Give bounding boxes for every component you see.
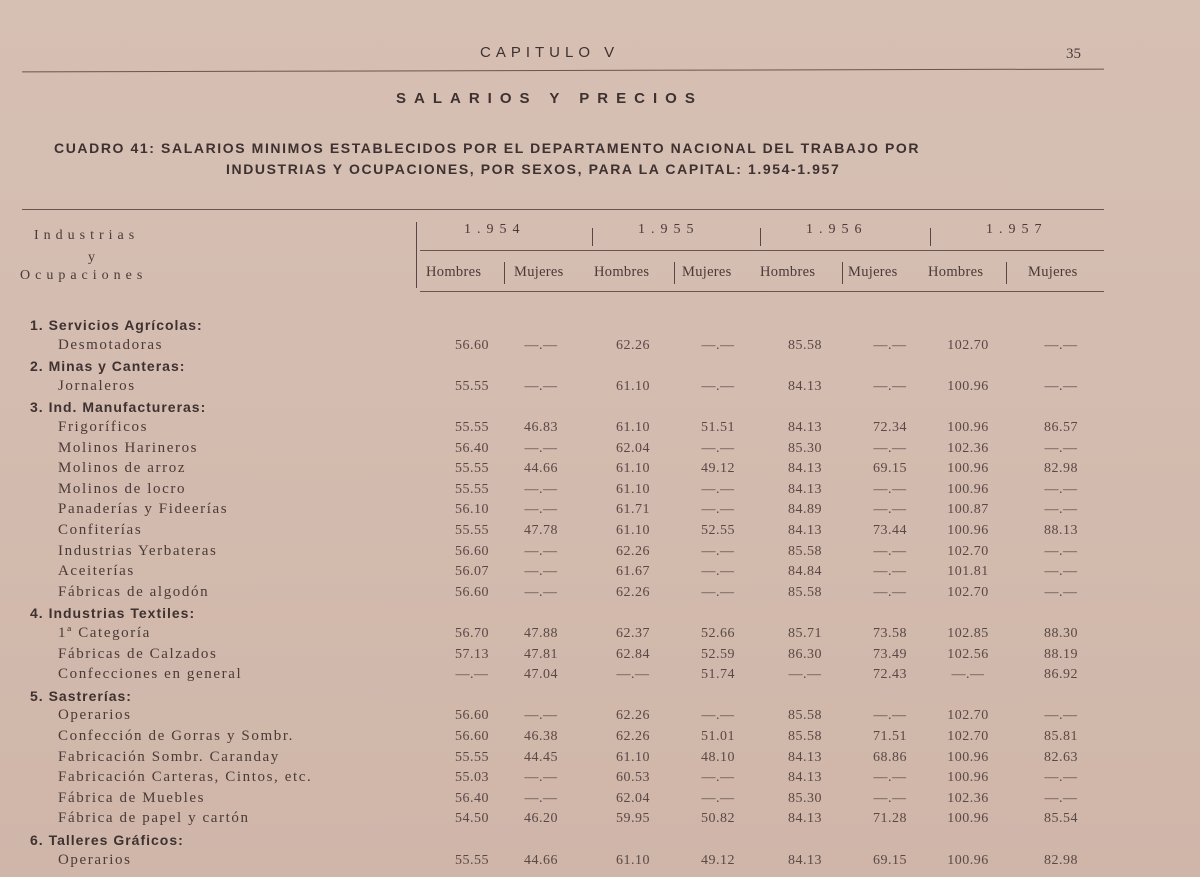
table-cell: —.— xyxy=(1044,440,1078,456)
table-cell: —.— xyxy=(701,502,735,518)
table-cell: —.— xyxy=(701,770,735,786)
year-header-1955: 1.955 xyxy=(638,222,700,237)
table-cell: 85.81 xyxy=(1044,729,1078,744)
mujeres-header: Mujeres xyxy=(848,264,898,280)
table-cell: 55.03 xyxy=(455,770,489,786)
table-cell: 57.13 xyxy=(455,646,489,662)
stub-header-y: y xyxy=(88,250,95,265)
header-rule xyxy=(22,69,1104,73)
table-cell: 102.36 xyxy=(947,440,989,456)
table-cell: 85.54 xyxy=(1044,811,1078,827)
table-cell: 86.57 xyxy=(1044,420,1078,435)
table-cell: —.— xyxy=(873,502,907,518)
table-cell: 56.60 xyxy=(455,584,489,600)
table-cell: —.— xyxy=(616,667,650,683)
table-cell: 73.49 xyxy=(873,646,907,662)
table-cell: —.— xyxy=(524,708,558,724)
table-cell: 100.96 xyxy=(947,378,989,394)
table-cell: —.— xyxy=(873,564,907,580)
table-cell: 102.36 xyxy=(947,790,989,806)
table-cell: —.— xyxy=(1044,564,1078,580)
table-cell: —.— xyxy=(524,440,558,456)
table-cell: —.— xyxy=(1044,543,1078,559)
occupation-label: Industrias Yerbateras xyxy=(58,542,218,559)
sex-divider xyxy=(1006,262,1007,284)
table-cell: 88.19 xyxy=(1044,646,1078,662)
table-cell: —.— xyxy=(524,790,558,806)
table-cell: 85.30 xyxy=(788,440,822,456)
year-header-1957: 1.957 xyxy=(986,222,1048,237)
table-cell: —.— xyxy=(1044,378,1078,394)
table-cell: 102.70 xyxy=(947,584,989,600)
group-label: 5. Sastrerías: xyxy=(30,687,132,704)
table-cell: 56.60 xyxy=(455,708,489,724)
table-cell: 100.96 xyxy=(947,420,989,435)
table-cell: 84.84 xyxy=(788,564,822,580)
table-cell: 82.98 xyxy=(1044,461,1078,477)
table-cell: 72.43 xyxy=(873,667,907,683)
group-label: 2. Minas y Canteras: xyxy=(30,358,186,375)
table-cell: 68.86 xyxy=(873,749,907,765)
table-cell: —.— xyxy=(701,543,735,559)
table-cell: 60.53 xyxy=(616,770,650,786)
table-cell: 55.55 xyxy=(455,523,489,538)
table-cell: 54.50 xyxy=(455,811,489,827)
table-cell: 61.10 xyxy=(616,378,650,394)
table-cell: 61.71 xyxy=(616,502,650,518)
mujeres-header: Mujeres xyxy=(682,264,732,280)
table-cell: 85.58 xyxy=(788,729,822,744)
table-cell: —.— xyxy=(873,378,907,394)
year-divider xyxy=(930,228,931,246)
table-cell: —.— xyxy=(701,564,735,580)
table-cell: —.— xyxy=(455,667,489,683)
table-cell: —.— xyxy=(701,584,735,600)
table-cell: 50.82 xyxy=(701,811,735,827)
occupation-label: Confecciones en general xyxy=(58,666,243,683)
table-cell: 61.67 xyxy=(616,564,650,580)
year-rule xyxy=(420,250,1104,251)
group-label: 6. Talleres Gráficos: xyxy=(30,832,184,848)
table-cell: 102.70 xyxy=(947,708,989,724)
year-header-1954: 1.954 xyxy=(464,222,526,237)
table-cell: —.— xyxy=(873,337,907,353)
table-cell: 85.58 xyxy=(788,584,822,600)
occupation-label: Frigoríficos xyxy=(58,419,149,435)
occupation-label: 1ª Categoría xyxy=(58,625,151,641)
table-cell: 73.58 xyxy=(873,626,907,641)
table-cell: —.— xyxy=(1044,790,1078,806)
occupation-label: Desmotadoras xyxy=(58,336,164,353)
table-cell: —.— xyxy=(873,440,907,456)
table-cell: 55.55 xyxy=(455,461,489,477)
table-cell: 84.13 xyxy=(788,523,822,538)
occupation-label: Fábricas de Calzados xyxy=(58,645,218,662)
stub-header-industrias: Industrias xyxy=(34,228,140,243)
table-cell: 82.63 xyxy=(1044,749,1078,765)
table-cell: 51.51 xyxy=(701,420,735,435)
sex-divider xyxy=(504,262,505,284)
table-cell: 51.01 xyxy=(701,729,735,744)
table-cell: 102.70 xyxy=(947,729,989,744)
table-cell: 47.81 xyxy=(524,646,558,662)
group-label: 3. Ind. Manufactureras: xyxy=(30,399,207,416)
table-cell: 100.87 xyxy=(947,502,989,518)
table-cell: 62.04 xyxy=(616,790,650,806)
year-divider xyxy=(592,228,593,246)
hombres-header: Hombres xyxy=(594,264,650,280)
table-cell: —.— xyxy=(1044,502,1078,518)
table-cell: 52.55 xyxy=(701,523,735,538)
year-divider xyxy=(760,228,761,246)
table-cell: 62.26 xyxy=(616,584,650,600)
table-cell: —.— xyxy=(524,481,558,497)
table-cell: 56.60 xyxy=(455,543,489,559)
table-cell: 56.40 xyxy=(455,790,489,806)
table-cell: 46.38 xyxy=(524,729,558,744)
mujeres-header: Mujeres xyxy=(514,264,564,280)
table-cell: 85.58 xyxy=(788,543,822,559)
table-cell: —.— xyxy=(524,584,558,600)
table-cell: 51.74 xyxy=(701,667,735,683)
sex-divider xyxy=(842,262,843,284)
hombres-header: Hombres xyxy=(426,264,482,280)
table-cell: —.— xyxy=(1044,770,1078,786)
table-cell: 62.26 xyxy=(616,708,650,724)
table-cell: —.— xyxy=(873,790,907,806)
mujeres-header: Mujeres xyxy=(1028,264,1078,280)
table-cell: 84.13 xyxy=(788,481,822,497)
occupation-label: Fábricas de algodón xyxy=(58,583,210,600)
stub-header-ocupaciones: Ocupaciones xyxy=(20,268,148,283)
table-cell: 56.10 xyxy=(455,502,489,518)
table-cell: 84.89 xyxy=(788,502,822,518)
table-cell: 84.13 xyxy=(788,461,822,477)
table-cell: —.— xyxy=(1044,481,1078,497)
occupation-label: Fábrica de Muebles xyxy=(58,789,206,806)
table-cell: —.— xyxy=(1044,584,1078,600)
table-cell: 100.96 xyxy=(947,461,989,477)
table-cell: 86.92 xyxy=(1044,667,1078,683)
table-cell: 55.55 xyxy=(455,481,489,497)
table-cell: 48.10 xyxy=(701,749,735,765)
group-label: 4. Industrias Textiles: xyxy=(30,605,196,622)
table-cell: —.— xyxy=(524,337,558,353)
occupation-label: Fabricación Sombr. Caranday xyxy=(58,748,280,765)
table-cell: —.— xyxy=(524,770,558,786)
table-cell: 61.10 xyxy=(616,523,650,538)
table-cell: —.— xyxy=(524,502,558,518)
table-cell: 73.44 xyxy=(873,523,907,538)
sex-divider xyxy=(674,262,675,284)
table-cell: 55.55 xyxy=(455,420,489,435)
table-cell: 44.66 xyxy=(524,852,558,868)
table-cell: —.— xyxy=(701,440,735,456)
table-cell: 55.55 xyxy=(455,852,489,868)
table-cell: 56.70 xyxy=(455,626,489,641)
table-cell: 52.59 xyxy=(701,646,735,662)
table-cell: 62.37 xyxy=(616,626,650,641)
table-top-rule xyxy=(22,209,1104,210)
table-cell: 84.13 xyxy=(788,770,822,786)
table-cell: 71.51 xyxy=(873,729,907,744)
table-cell: —.— xyxy=(873,584,907,600)
table-cell: 62.26 xyxy=(616,543,650,559)
table-cell: —.— xyxy=(1044,708,1078,724)
table-cell: 56.07 xyxy=(455,564,489,580)
table-cell: 85.58 xyxy=(788,337,822,353)
table-cell: —.— xyxy=(701,790,735,806)
table-cell: —.— xyxy=(701,337,735,353)
table-cell: 100.96 xyxy=(947,523,989,538)
table-cell: 44.66 xyxy=(524,461,558,477)
header-bottom-rule xyxy=(420,291,1104,292)
table-cell: 56.60 xyxy=(455,729,489,744)
table-cell: —.— xyxy=(873,708,907,724)
table-cell: 69.15 xyxy=(873,852,907,868)
table-cell: 59.95 xyxy=(616,811,650,827)
page-number: 35 xyxy=(1066,46,1081,62)
table-cell: 62.26 xyxy=(616,337,650,353)
table-cell: —.— xyxy=(788,667,822,683)
table-cell: 44.45 xyxy=(524,749,558,765)
occupation-label: Operarios xyxy=(58,851,132,868)
table-cell: 46.20 xyxy=(524,811,558,827)
table-cell: —.— xyxy=(701,481,735,497)
table-cell: 49.12 xyxy=(701,852,735,868)
table-cell: 85.71 xyxy=(788,626,822,641)
table-cell: 101.81 xyxy=(947,564,989,580)
table-cell: 62.26 xyxy=(616,729,650,744)
occupation-label: Confección de Gorras y Sombr. xyxy=(58,728,294,744)
table-cell: 100.96 xyxy=(947,481,989,497)
table-cell: 84.13 xyxy=(788,749,822,765)
table-cell: 85.30 xyxy=(788,790,822,806)
table-cell: 84.13 xyxy=(788,420,822,435)
occupation-label: Fabricación Carteras, Cintos, etc. xyxy=(58,769,313,786)
table-cell: 85.58 xyxy=(788,708,822,724)
table-cell: —.— xyxy=(701,378,735,394)
occupation-label: Aceiterías xyxy=(58,563,135,580)
table-cell: —.— xyxy=(873,543,907,559)
table-cell: 86.30 xyxy=(788,646,822,662)
table-cell: —.— xyxy=(524,378,558,394)
occupation-label: Operarios xyxy=(58,707,132,724)
table-cell: 61.10 xyxy=(616,749,650,765)
table-cell: 62.84 xyxy=(616,646,650,662)
table-cell: 88.30 xyxy=(1044,626,1078,641)
group-label: 1. Servicios Agrícolas: xyxy=(30,317,203,333)
table-cell: —.— xyxy=(1044,337,1078,353)
table-cell: 47.04 xyxy=(524,667,558,683)
table-cell: 55.55 xyxy=(455,378,489,394)
table-cell: 102.85 xyxy=(947,626,989,641)
table-cell: 69.15 xyxy=(873,461,907,477)
table-cell: —.— xyxy=(524,543,558,559)
table-cell: —.— xyxy=(524,564,558,580)
table-cell: 82.98 xyxy=(1044,852,1078,868)
table-cell: 88.13 xyxy=(1044,523,1078,538)
occupation-label: Panaderías y Fideerías xyxy=(58,501,229,518)
table-cell: 100.96 xyxy=(947,852,989,868)
table-cell: 84.13 xyxy=(788,378,822,394)
table-cell: 56.40 xyxy=(455,440,489,456)
table-cell: 100.96 xyxy=(947,749,989,765)
table-cell: 100.96 xyxy=(947,811,989,827)
table-cell: 52.66 xyxy=(701,626,735,641)
table-cell: 62.04 xyxy=(616,440,650,456)
occupation-label: Molinos de locro xyxy=(58,480,187,497)
table-cell: 71.28 xyxy=(873,811,907,827)
table-cell: 47.88 xyxy=(524,626,558,641)
table-cell: 56.60 xyxy=(455,337,489,353)
table-cell: 84.13 xyxy=(788,852,822,868)
table-cell: 47.78 xyxy=(524,523,558,538)
table-cell: 61.10 xyxy=(616,420,650,435)
table-cell: 102.70 xyxy=(947,337,989,353)
chapter-heading: CAPITULO V xyxy=(480,44,620,61)
year-header-1956: 1.956 xyxy=(806,222,868,237)
hombres-header: Hombres xyxy=(760,264,816,280)
table-cell: —.— xyxy=(951,667,985,683)
table-cell: —.— xyxy=(701,708,735,724)
table-cell: 49.12 xyxy=(701,461,735,477)
column-divider xyxy=(416,222,417,288)
table-cell: 55.55 xyxy=(455,749,489,765)
table-title-line-1: CUADRO 41: SALARIOS MINIMOS ESTABLECIDOS POR EL DEPARTAMENTO NACIONAL DEL TRABAJO POR xyxy=(54,140,921,156)
table-cell: 72.34 xyxy=(873,420,907,435)
table-cell: 61.10 xyxy=(616,461,650,477)
table-cell: 102.70 xyxy=(947,543,989,559)
table-cell: 61.10 xyxy=(616,852,650,868)
table-cell: 46.83 xyxy=(524,420,558,435)
hombres-header: Hombres xyxy=(928,264,984,280)
table-cell: 100.96 xyxy=(947,770,989,786)
table-cell: —.— xyxy=(873,481,907,497)
occupation-label: Confiterías xyxy=(58,522,143,538)
table-cell: 102.56 xyxy=(947,646,989,662)
occupation-label: Molinos de arroz xyxy=(58,460,187,477)
table-title-line-2: INDUSTRIAS Y OCUPACIONES, POR SEXOS, PARA LA CAPITAL: 1.954-1.957 xyxy=(226,161,841,177)
table-cell: —.— xyxy=(873,770,907,786)
table-cell: 61.10 xyxy=(616,481,650,497)
occupation-label: Jornaleros xyxy=(58,377,136,394)
section-heading: SALARIOS Y PRECIOS xyxy=(396,90,703,107)
table-cell: 84.13 xyxy=(788,811,822,827)
occupation-label: Molinos Harineros xyxy=(58,439,199,456)
occupation-label: Fábrica de papel y cartón xyxy=(58,810,250,827)
